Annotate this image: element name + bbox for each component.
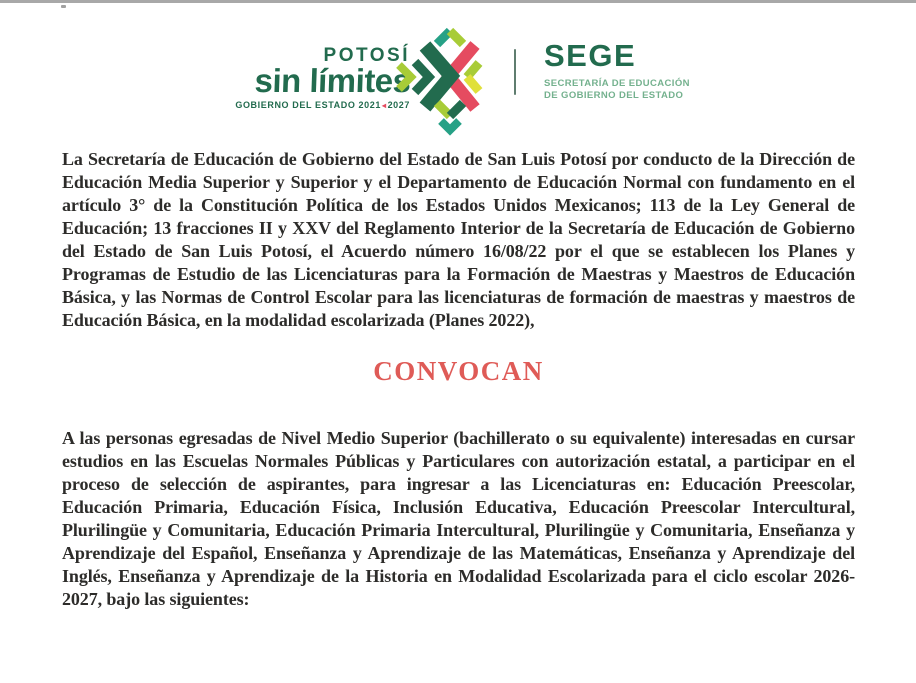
potosi-sin-limites-logo xyxy=(210,46,410,110)
logo-divider xyxy=(514,49,516,95)
sege-logo xyxy=(544,40,690,101)
document-header xyxy=(0,0,916,142)
tagline-years-left: GOBIERNO DEL ESTADO 2021 xyxy=(235,100,381,110)
audience-paragraph: A las personas egresadas de Nivel Medio Superior (bachillerato o su equivalente) interesadas en cursar estudios en las Escuelas Normales Públicas y Particulares con autorización estatal, a participar en el proceso de selección de aspirantes, para ingresar a las Licenciaturas en: Educación Preescolar, Educación Primaria, Educación Física, Inclusión Educativa, Educación Preescolar Intercultural, Plurilingüe y Comunitaria, Educación Primaria Intercultural, Plurilingüe y Comunitaria, Enseñanza y Aprendizaje del Español, Enseñanza y Aprendizaje de las Matemáticas, Enseñanza y Aprendizaje del Inglés, Enseñanza y Aprendizaje de la Historia en Modalidad Escolarizada para el ciclo escolar 2026-2027, bajo las siguientes: xyxy=(62,428,855,609)
tagline-red-mark-icon: ◂ xyxy=(381,101,387,110)
sege-acronym: SEGE xyxy=(544,38,637,73)
intro-paragraph: La Secretaría de Educación de Gobierno del Estado de San Luis Potosí por conducto de la Dirección de Educación Media Superior y Superior y el Departamento de Educación Normal con fundamento en el artículo 3° de la Constitución Política de los Estados Unidos Mexicanos; 113 de la Ley General de Educación; 13 fracciones II y XXV del Reglamento Interior de la Secretaría de Educación de Gobierno del Estado de San Luis Potosí, el Acuerdo número 16/08/22 por el que se establecen los Planes y Programas de Estudio de las Licenciaturas para la Formación de Maestras y Maestros de Educación Básica, y las Normas de Control Escolar para las licenciaturas de formación de maestras y maestros de Educación Básica, en la modalidad escolarizada (Planes 2022), xyxy=(62,149,855,330)
sin-limites-wordmark: sin límites xyxy=(254,62,412,99)
sege-subtitle-line1: SECRETARÍA DE EDUCACIÓN xyxy=(544,78,690,89)
potosi-wordmark: POTOSÍ xyxy=(323,45,410,66)
sege-subtitle xyxy=(544,78,690,101)
gobierno-tagline xyxy=(210,100,410,110)
sege-subtitle-line2: DE GOBIERNO DEL ESTADO xyxy=(544,89,684,101)
convocan-heading: CONVOCAN xyxy=(373,356,544,386)
potosi-x-logo-icon xyxy=(393,22,507,136)
document-body xyxy=(62,148,855,611)
tagline-years-right: 2027 xyxy=(387,100,410,110)
